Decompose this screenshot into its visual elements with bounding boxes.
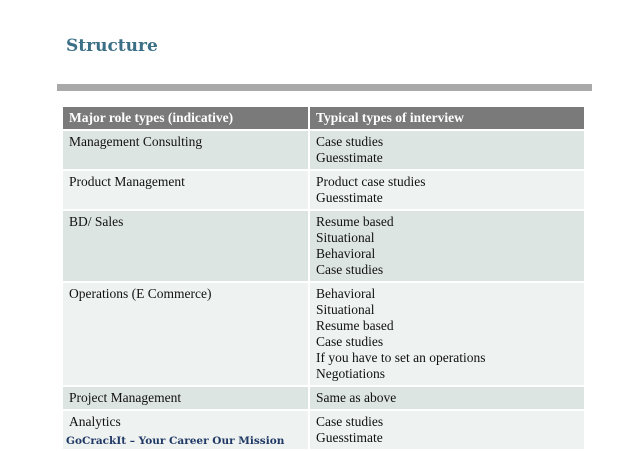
- interview-item: Negotiations: [316, 366, 385, 381]
- header-role-types: Major role types (indicative): [63, 107, 309, 130]
- interview-types-table: [63, 107, 584, 449]
- header-interview-types: Typical types of interview: [309, 107, 584, 130]
- interview-item: Case studies: [316, 134, 384, 149]
- role-cell: Product Management: [63, 170, 309, 210]
- table-header-row: [63, 107, 584, 130]
- interview-item: Behavioral: [316, 286, 376, 301]
- interview-item: Same as above: [316, 390, 397, 405]
- interview-item: Guesstimate: [316, 150, 383, 165]
- interview-item: Case studies: [316, 414, 384, 429]
- table-row: [63, 386, 584, 410]
- interview-cell: [309, 130, 584, 170]
- interview-cell: [309, 410, 584, 449]
- interview-item: Product case studies: [316, 174, 426, 189]
- footer-tagline: GoCrackIt – Your Career Our Mission: [66, 435, 285, 447]
- interview-item: Situational: [316, 302, 375, 317]
- interview-item: Guesstimate: [316, 430, 383, 445]
- interview-item: Behavioral: [316, 246, 376, 261]
- interview-item: If you have to set an operations: [316, 350, 486, 365]
- page-title: Structure: [66, 36, 158, 56]
- interview-cell: [309, 386, 584, 410]
- table-row: [63, 282, 584, 386]
- title-divider: [57, 84, 592, 91]
- role-cell: BD/ Sales: [63, 210, 309, 282]
- interview-item: Resume based: [316, 214, 394, 229]
- interview-cell: [309, 210, 584, 282]
- role-cell: Project Management: [63, 386, 309, 410]
- table-row: [63, 170, 584, 210]
- interview-item: Resume based: [316, 318, 394, 333]
- role-cell: Operations (E Commerce): [63, 282, 309, 386]
- interview-item: Case studies: [316, 262, 384, 277]
- interview-item: Case studies: [316, 334, 384, 349]
- table-row: [63, 130, 584, 170]
- interview-item: Guesstimate: [316, 190, 383, 205]
- table-row: [63, 210, 584, 282]
- role-cell: Management Consulting: [63, 130, 309, 170]
- interview-item: Situational: [316, 230, 375, 245]
- interview-cell: [309, 282, 584, 386]
- role-cell: Analytics: [63, 410, 309, 449]
- interview-cell: [309, 170, 584, 210]
